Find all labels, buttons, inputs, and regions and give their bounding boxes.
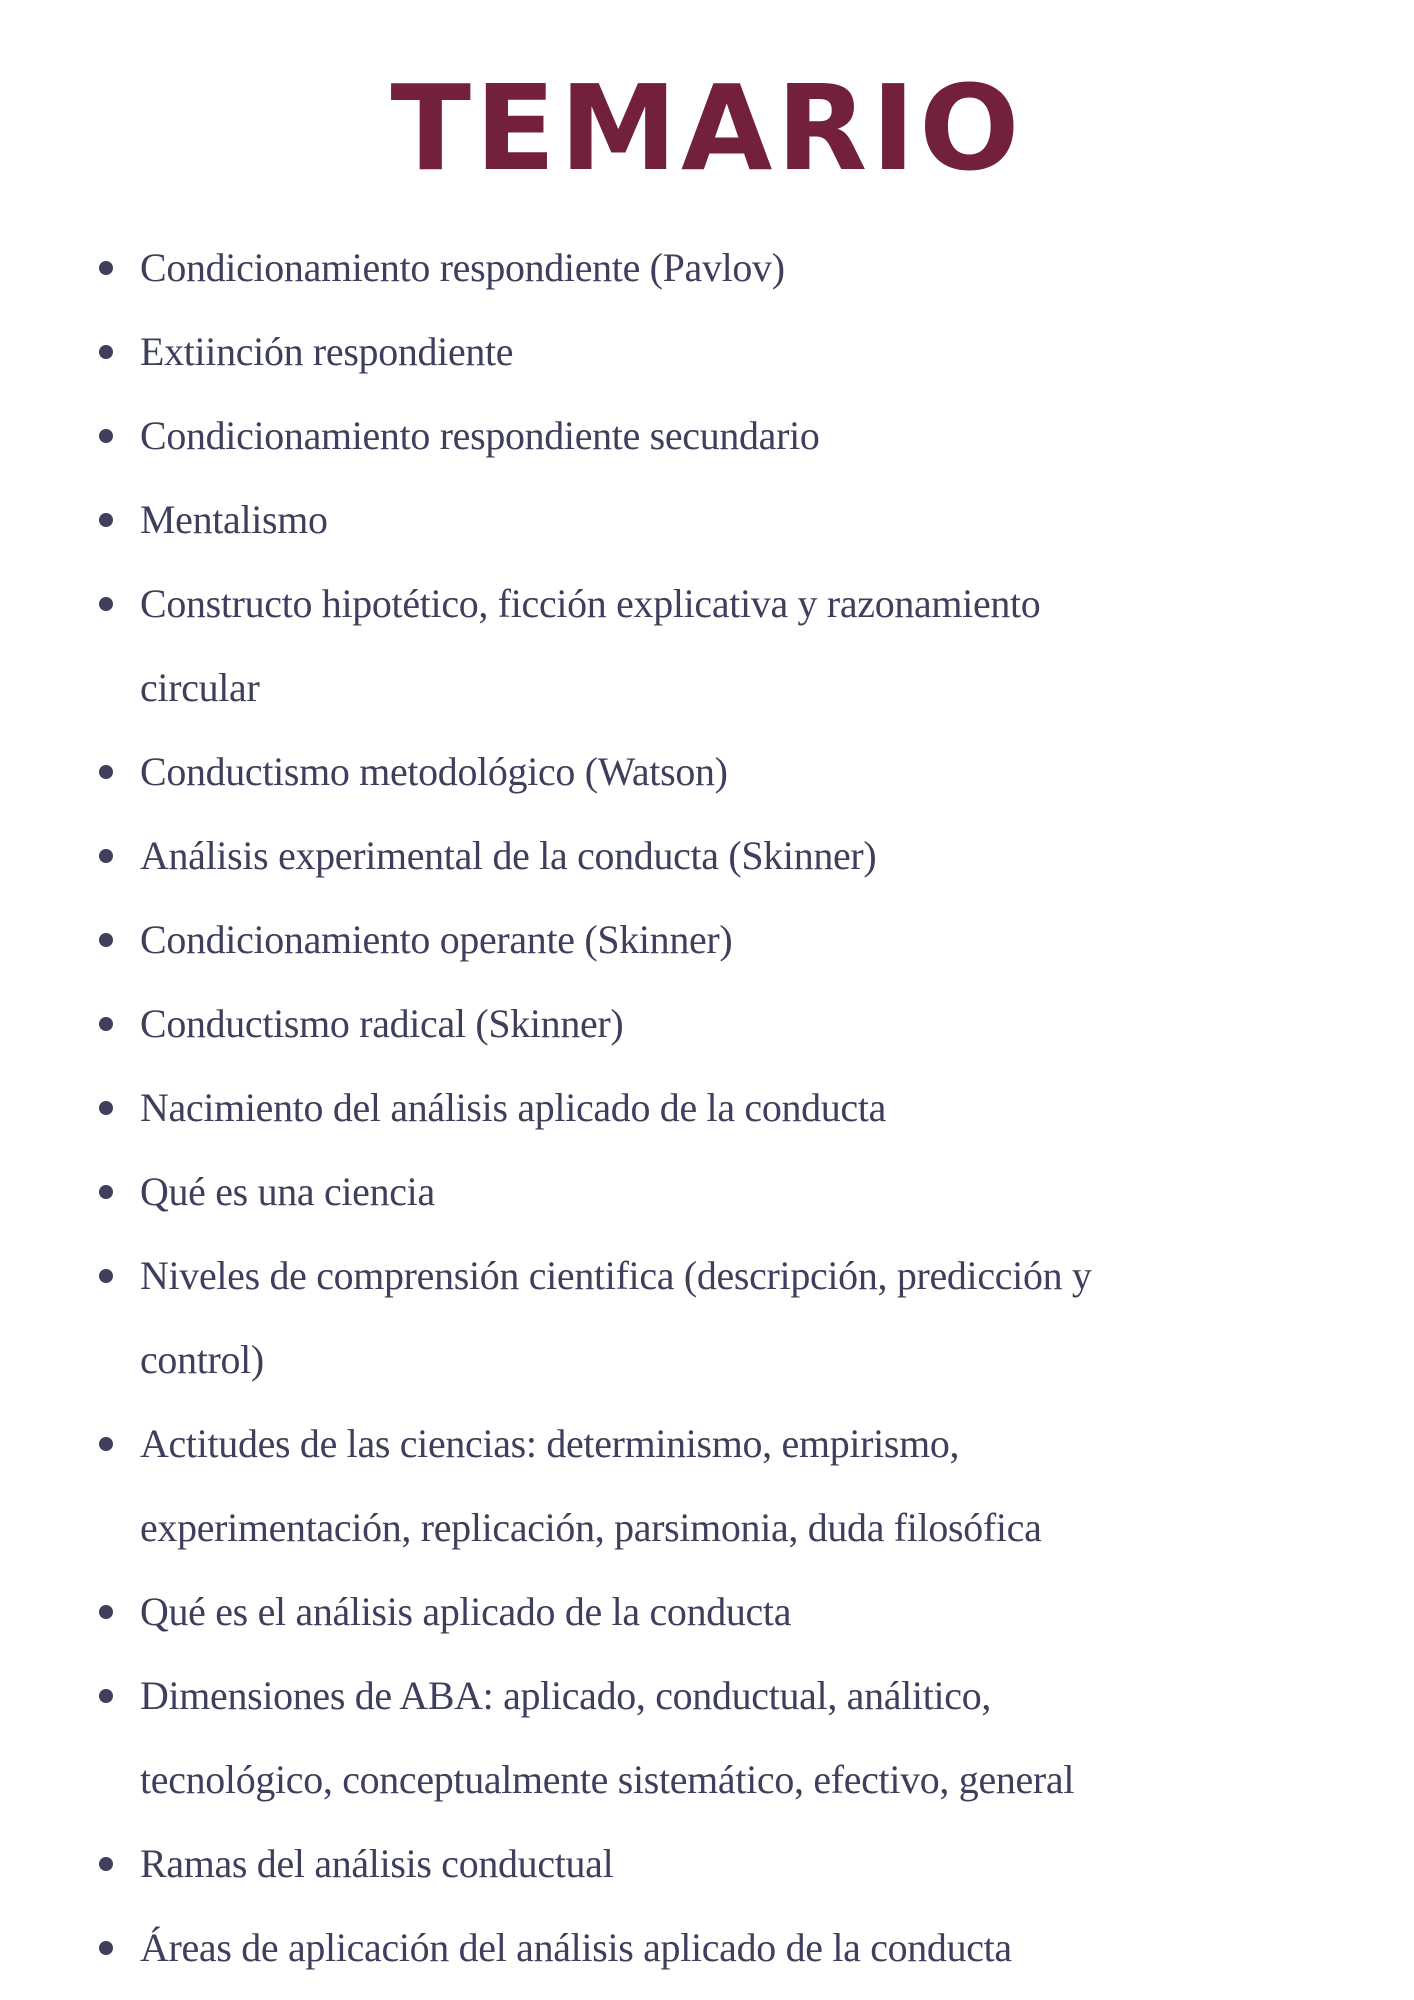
topic-text: Dimensiones de ABA: aplicado, conductual, análitico, — [140, 1673, 992, 1718]
topic-item — [0, 1402, 1414, 1570]
topic-item — [0, 1822, 1414, 1906]
topic-text: Constructo hipotético, ficción explicativa y razonamiento — [140, 581, 1041, 626]
topic-text: Condicionamiento respondiente (Pavlov) — [140, 245, 785, 290]
bullet-icon — [99, 429, 113, 443]
topic-text-continuation: experimentación, replicación, parsimonia, duda filosófica — [140, 1505, 1042, 1550]
bullet-icon — [99, 765, 113, 779]
topic-text-continuation: tecnológico, conceptualmente sistemático, efectivo, general — [140, 1757, 1075, 1802]
bullet-icon — [99, 261, 113, 275]
bullet-icon — [99, 597, 113, 611]
topic-item — [0, 898, 1414, 982]
topic-text: Qué es el análisis aplicado de la conducta — [140, 1589, 792, 1634]
topic-item — [0, 1906, 1414, 1990]
topic-item — [0, 1570, 1414, 1654]
topic-item — [0, 478, 1414, 562]
topic-text: Mentalismo — [140, 497, 328, 542]
topic-item — [0, 310, 1414, 394]
topic-text: Áreas de aplicación del análisis aplicado de la conducta — [140, 1925, 1012, 1970]
topic-text: Ramas del análisis conductual — [140, 1841, 614, 1886]
topic-text: Qué es una ciencia — [140, 1169, 435, 1214]
topic-text: Condicionamiento operante (Skinner) — [140, 917, 733, 962]
topic-text: Conductismo radical (Skinner) — [140, 1001, 624, 1046]
topic-item — [0, 1234, 1414, 1402]
bullet-icon — [99, 513, 113, 527]
bullet-icon — [99, 933, 113, 947]
topic-item — [0, 982, 1414, 1066]
bullet-icon — [99, 1857, 113, 1871]
topic-list — [0, 226, 1414, 1990]
topic-item — [0, 1066, 1414, 1150]
topic-item — [0, 730, 1414, 814]
bullet-icon — [99, 1605, 113, 1619]
bullet-icon — [99, 1437, 113, 1451]
bullet-icon — [99, 1017, 113, 1031]
topic-item — [0, 1654, 1414, 1822]
topic-text: Nacimiento del análisis aplicado de la conducta — [140, 1085, 887, 1130]
topic-item — [0, 1150, 1414, 1234]
topic-text: Actitudes de las ciencias: determinismo, empirismo, — [140, 1421, 960, 1466]
bullet-icon — [99, 1941, 113, 1955]
topic-text: Análisis experimental de la conducta (Skinner) — [140, 833, 877, 878]
topic-item — [0, 562, 1414, 730]
topic-text-continuation: circular — [140, 665, 260, 710]
bullet-icon — [99, 1101, 113, 1115]
topic-item — [0, 226, 1414, 310]
topic-item — [0, 394, 1414, 478]
topic-text: Conductismo metodológico (Watson) — [140, 749, 728, 794]
bullet-icon — [99, 1269, 113, 1283]
topic-text-continuation: control) — [140, 1337, 264, 1382]
bullet-icon — [99, 1185, 113, 1199]
bullet-icon — [99, 345, 113, 359]
topic-text: Condicionamiento respondiente secundario — [140, 413, 820, 458]
topic-text: Extiinción respondiente — [140, 329, 514, 374]
topic-item — [0, 814, 1414, 898]
bullet-icon — [99, 849, 113, 863]
page-title: TEMARIO — [390, 59, 1024, 197]
topic-text: Niveles de comprensión cientifica (descripción, predicción y — [140, 1253, 1092, 1298]
bullet-icon — [99, 1689, 113, 1703]
